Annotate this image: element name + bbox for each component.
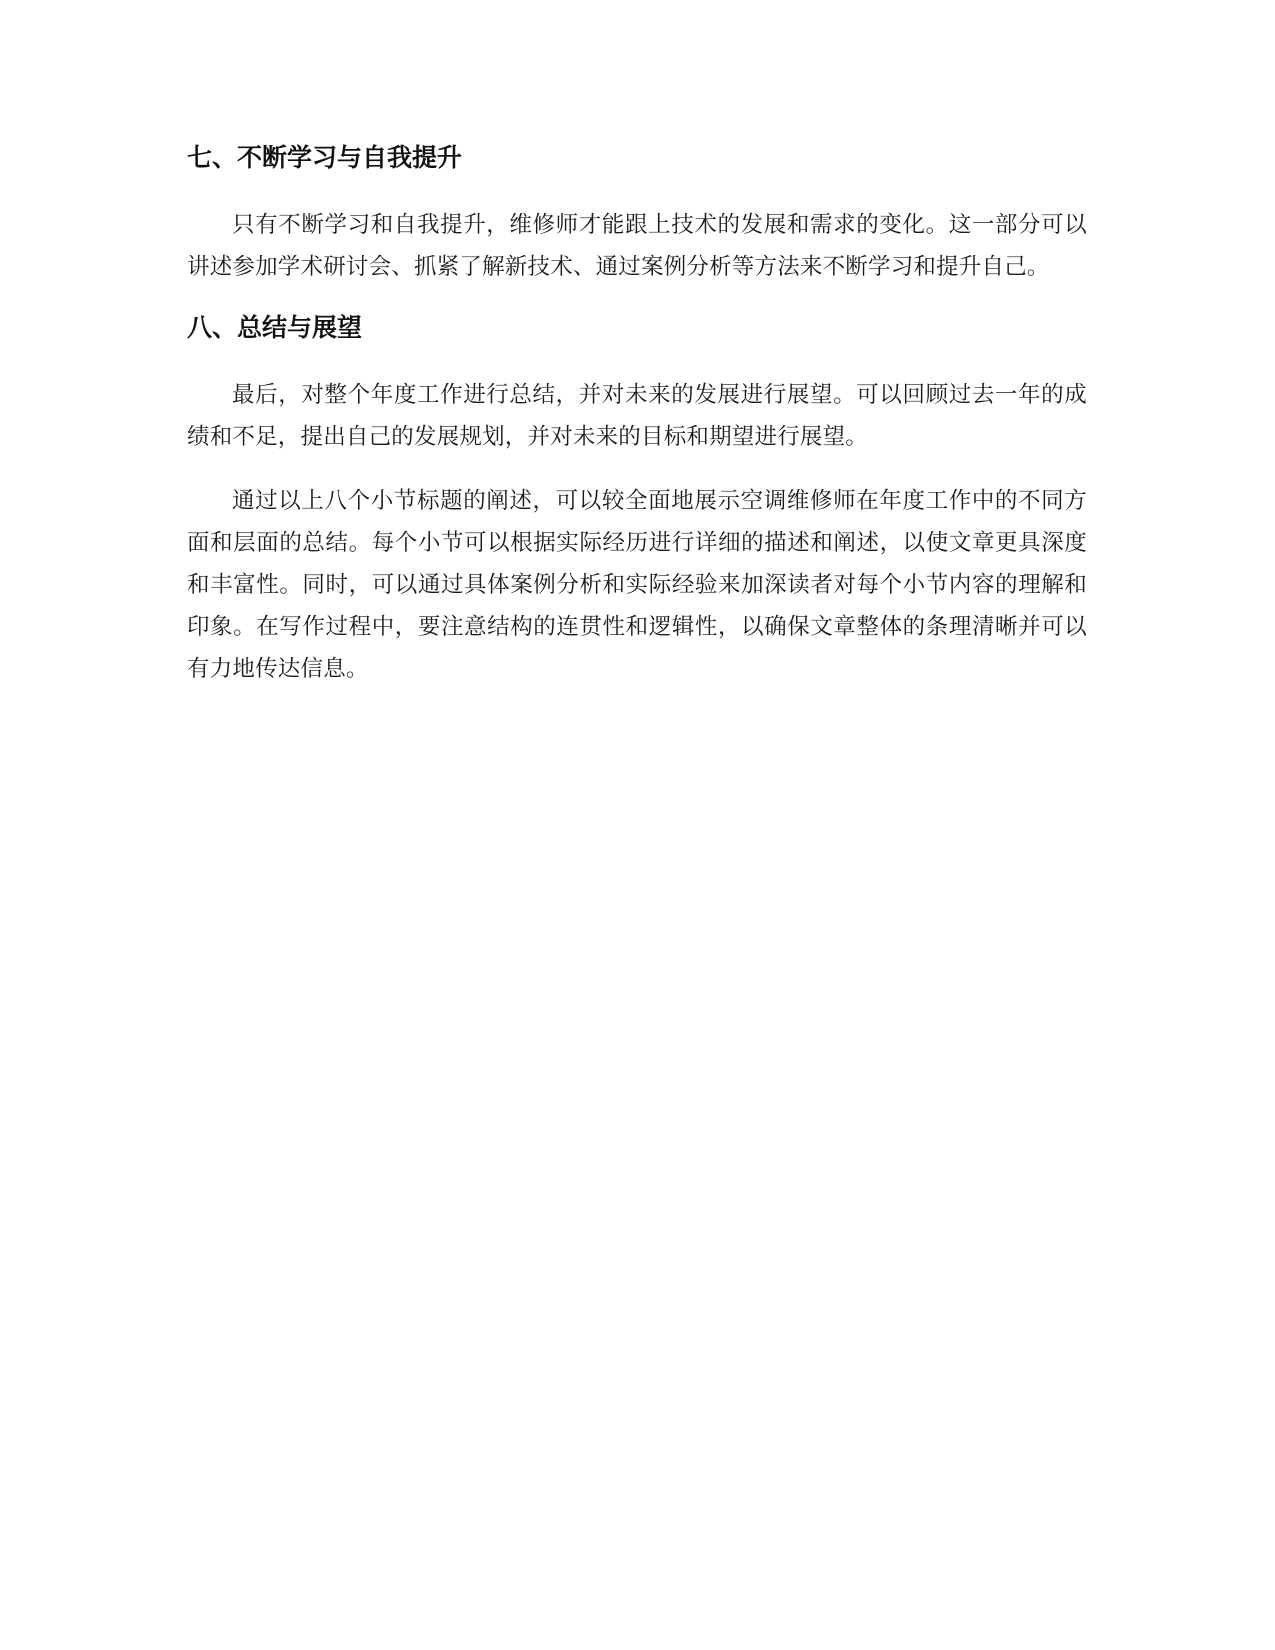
document-body bbox=[187, 140, 1087, 712]
paragraph: 只有不断学习和自我提升，维修师才能跟上技术的发展和需求的变化。这一部分可以讲述参加学术研讨会、抓紧了解新技术、通过案例分析等方法来不断学习和提升自己。 bbox=[187, 212, 1087, 280]
section-heading: 七、不断学习与自我提升 bbox=[187, 143, 463, 172]
paragraph: 通过以上八个小节标题的阐述，可以较全面地展示空调维修师在年度工作中的不同方面和层面的总结。每个小节可以根据实际经历进行详细的描述和阐述，以使文章更具深度和丰富性。同时，可以通过具体案例分析和实际经验来加深读者对每个小节内容的理解和印象。在写作过程中，要注意结构的连贯性和逻辑性，以确保文章整体的条理清晰并可以有力地传达信息。 bbox=[187, 488, 1087, 682]
section-seven bbox=[187, 140, 1087, 288]
paragraph: 最后，对整个年度工作进行总结，并对未来的发展进行展望。可以回顾过去一年的成绩和不足，提出自己的发展规划，并对未来的目标和期望进行展望。 bbox=[187, 382, 1087, 450]
section-heading: 八、总结与展望 bbox=[187, 313, 363, 342]
section-eight bbox=[187, 310, 1087, 690]
